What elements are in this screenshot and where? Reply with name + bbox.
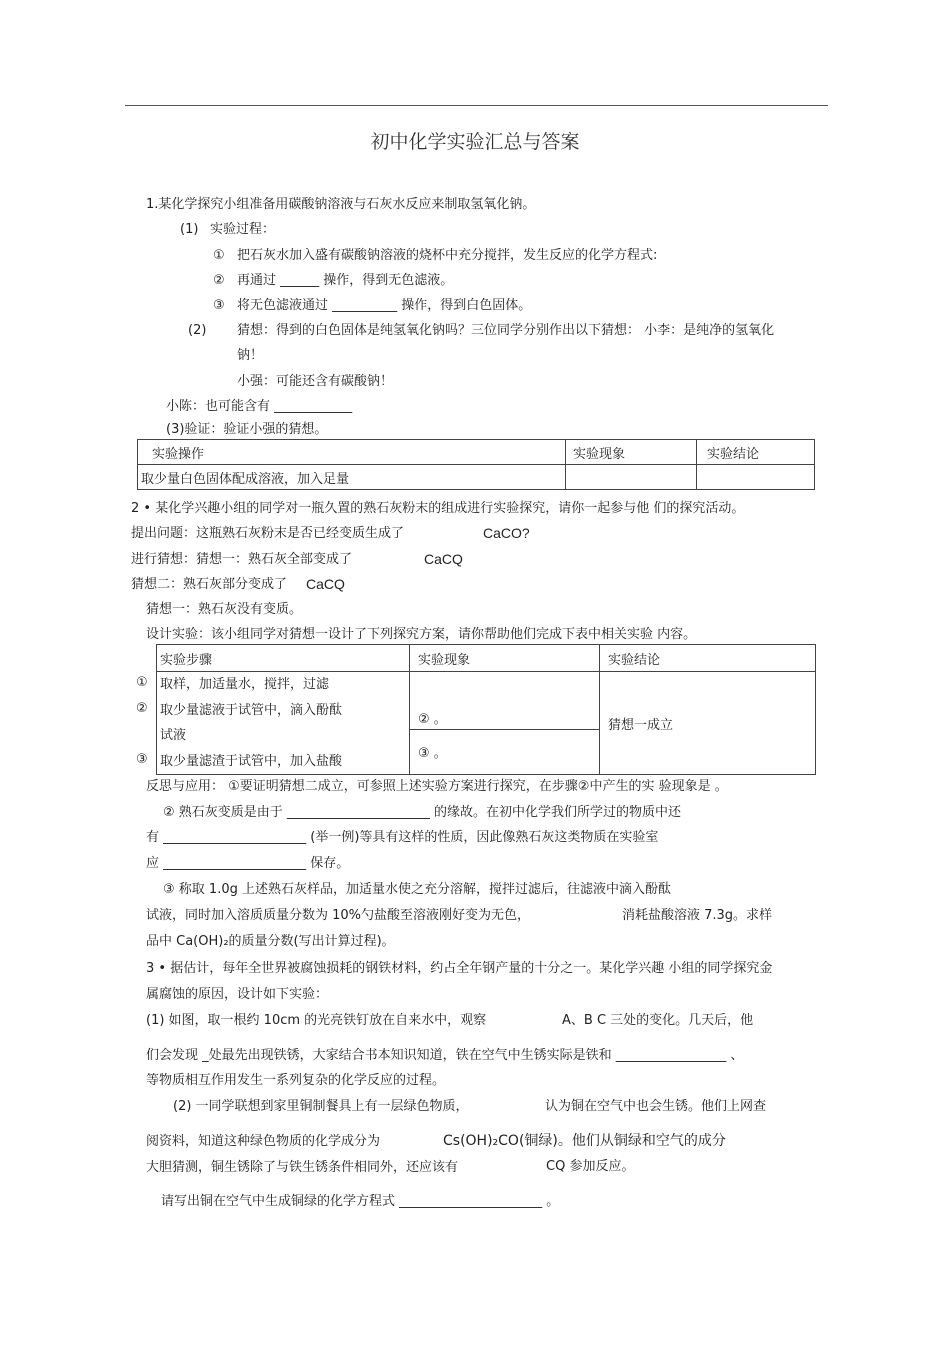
q2-guess1-formula: CaCQ — [424, 551, 463, 567]
q2-table-step1: 取样，加适量水，搅拌，过滤 — [160, 677, 330, 692]
q1-part2-line4: 小陈：也可能含有 ____________ — [166, 399, 353, 414]
header-rule — [125, 105, 828, 106]
q2-question-formula: CaCO? — [483, 525, 530, 541]
q1-table-row1-conclusion — [697, 465, 815, 490]
q1-intro: 1.某化学探究小组准备用碳酸钠溶液与石灰水反应来制取氢氧化钠。 — [146, 197, 536, 212]
q2-guess1: 进行猜想：猜想一：熟石灰全部变成了 — [131, 552, 353, 567]
q3-part2-d: Cs(OH)₂CO(铜绿)。他们从铜绿和空气的成分 — [443, 1133, 726, 1149]
q1-table-row1-operation: 取少量白色固体配成溶液，加入足量 — [138, 465, 566, 490]
q1-part2-line3: 小强：可能还含有碳酸钠！ — [237, 374, 394, 389]
q1-table-header-operation: 实验操作 — [138, 440, 566, 465]
q1-table-header-phenomenon: 实验现象 — [566, 440, 697, 465]
q1-part1-label: (1) — [180, 222, 199, 237]
q3-part1-c: 们会发现 _处最先出现铁锈，大家结合书本知识知道，铁在空气中生锈实际是铁和 _________________ 、 — [146, 1048, 744, 1063]
q3-part1-b: A、B C 三处的变化。几天后，他 — [562, 1013, 754, 1028]
q2-reflect-4: 应 ______________________ 保存。 — [146, 856, 350, 871]
q3-intro-1: 3 • 据估计，每年全世界被腐蚀损耗的钢铁材料，约占全年钢产量的十分之一。某化学兴趣 小组的同学探究金 — [146, 961, 773, 976]
q2-step1-mark: ① — [136, 675, 148, 690]
q3-part2-b: 认为铜在空气中也会生锈。他们上网查 — [545, 1099, 767, 1114]
q2-table-header-conclusion: 实验结论 — [600, 645, 816, 672]
q3-part2-a: (2) 一同学联想到家里铜制餐具上有一层绿色物质， — [173, 1099, 469, 1114]
q2-table-step2a: 取少量滤液于试管中，滴入酚酞 — [160, 702, 343, 718]
q2-table-header-phenomenon: 实验现象 — [410, 645, 600, 672]
q1-part1-text: 实验过程： — [210, 222, 276, 237]
q2-reflect-1: 反思与应用： ①要证明猜想二成立，可参照上述实验方案进行探究，在步骤②中产生的实 验现象是 。 — [146, 779, 728, 794]
q2-table-step2b: 试液 — [160, 728, 187, 743]
q3-part2-f: CQ 参加反应。 — [546, 1159, 635, 1174]
q3-part2-g: 请写出铜在空气中生成铜绿的化学方程式 ______________________ 。 — [161, 1194, 560, 1209]
q2-reflect-6b: 消耗盐酸溶液 7.3g。求样 — [622, 908, 773, 923]
q1-step1-mark: ① — [213, 248, 225, 263]
q2-guess2: 猜想二：熟石灰部分变成了 — [131, 577, 288, 592]
q1-table — [137, 439, 815, 490]
q2-guess2-formula: CaCQ — [306, 576, 345, 592]
q2-table-header-step: 实验步骤 — [157, 645, 410, 672]
q2-intro: 2 • 某化学兴趣小组的同学对一瓶久置的熟石灰粉末的组成进行实验探究，请你一起参与他 们的探究活动。 — [131, 501, 745, 516]
q2-step2-mark: ② — [136, 701, 148, 716]
q2-design: 设计实验：该小组同学对猜想一设计了下列探究方案，请你帮助他们完成下表中相关实验 内容。 — [146, 627, 697, 642]
q2-reflect-3: 有 ______________________ (举一例)等具有这样的性质，因此像熟石灰这类物质在实验室 — [146, 830, 659, 845]
q2-table-phenomenon-2-text: ② 。 — [418, 712, 447, 727]
q2-question: 提出问题：这瓶熟石灰粉末是否已经变质生成了 — [131, 526, 405, 541]
q2-reflect-2: ② 熟石灰变质是由于 ______________________ 的缘故。在初中化学我们所学过的物质中还 — [163, 805, 682, 820]
q2-table-phenomena — [410, 672, 600, 775]
q2-reflect-7: 品中 Ca(OH)₂的质量分数(写出计算过程)。 — [146, 934, 395, 949]
q3-part1-a: (1) 如图，取一根约 10cm 的光亮铁钉放在自来水中，观察 — [146, 1013, 487, 1028]
q2-reflect-5: ③ 称取 1.0g 上述熟石灰样品，加适量水使之充分溶解，搅拌过滤后，往滤液中滴入酚酞 — [163, 882, 671, 897]
q2-table-conclusion: 猜想一成立 — [600, 672, 816, 775]
q2-table-phenomenon-2 — [410, 672, 599, 730]
q3-part1-d: 等物质相互作用发生一系列复杂的化学反应的过程。 — [146, 1073, 446, 1088]
q1-step3-mark: ③ — [213, 298, 225, 313]
q1-step3-text: 将无色滤液通过 __________ 操作，得到白色固体。 — [237, 298, 532, 313]
q1-step2-mark: ② — [213, 273, 225, 288]
q3-part2-e: 大胆猜测，铜生锈除了与铁生锈条件相同外，还应该有 — [146, 1160, 459, 1175]
q3-intro-2: 属腐蚀的原因，设计如下实验： — [146, 987, 329, 1002]
q1-part2-line2: 钠！ — [237, 348, 264, 363]
q2-table — [156, 644, 816, 775]
q1-part2-label: (2) — [188, 323, 207, 338]
q2-table-steps — [157, 672, 410, 775]
q2-step3-mark: ③ — [136, 752, 148, 767]
q2-table-phenomenon-3-text: ③ 。 — [418, 746, 447, 761]
q2-table-step3: 取少量滤渣于试管中，加入盐酸 — [160, 753, 343, 769]
q2-reflect-6a: 试液，同时加入溶质质量分数为 10%勺盐酸至溶液刚好变为无色， — [146, 908, 531, 923]
q1-part2-line1: 猜想：得到的白色固体是纯氢氧化钠吗？三位同学分别作出以下猜想： 小李：是纯净的氢氧化 — [237, 323, 775, 338]
q1-table-row1-phenomenon — [566, 465, 697, 490]
q1-step2-text: 再通过 ______ 操作，得到无色滤液。 — [237, 273, 454, 288]
page-title: 初中化学实验汇总与答案 — [370, 131, 580, 153]
q1-step1-text: 把石灰水加入盛有碳酸钠溶液的烧杯中充分搅拌，发生反应的化学方程式: — [237, 248, 658, 263]
q2-table-phenomenon-3 — [410, 730, 599, 772]
q2-guess3: 猜想一：熟石灰没有变质。 — [146, 602, 303, 617]
q1-part3: (3)验证：验证小强的猜想。 — [166, 422, 328, 437]
q3-part2-c: 阅资料，知道这种绿色物质的化学成分为 — [146, 1134, 381, 1149]
q1-table-header-conclusion: 实验结论 — [697, 440, 815, 465]
